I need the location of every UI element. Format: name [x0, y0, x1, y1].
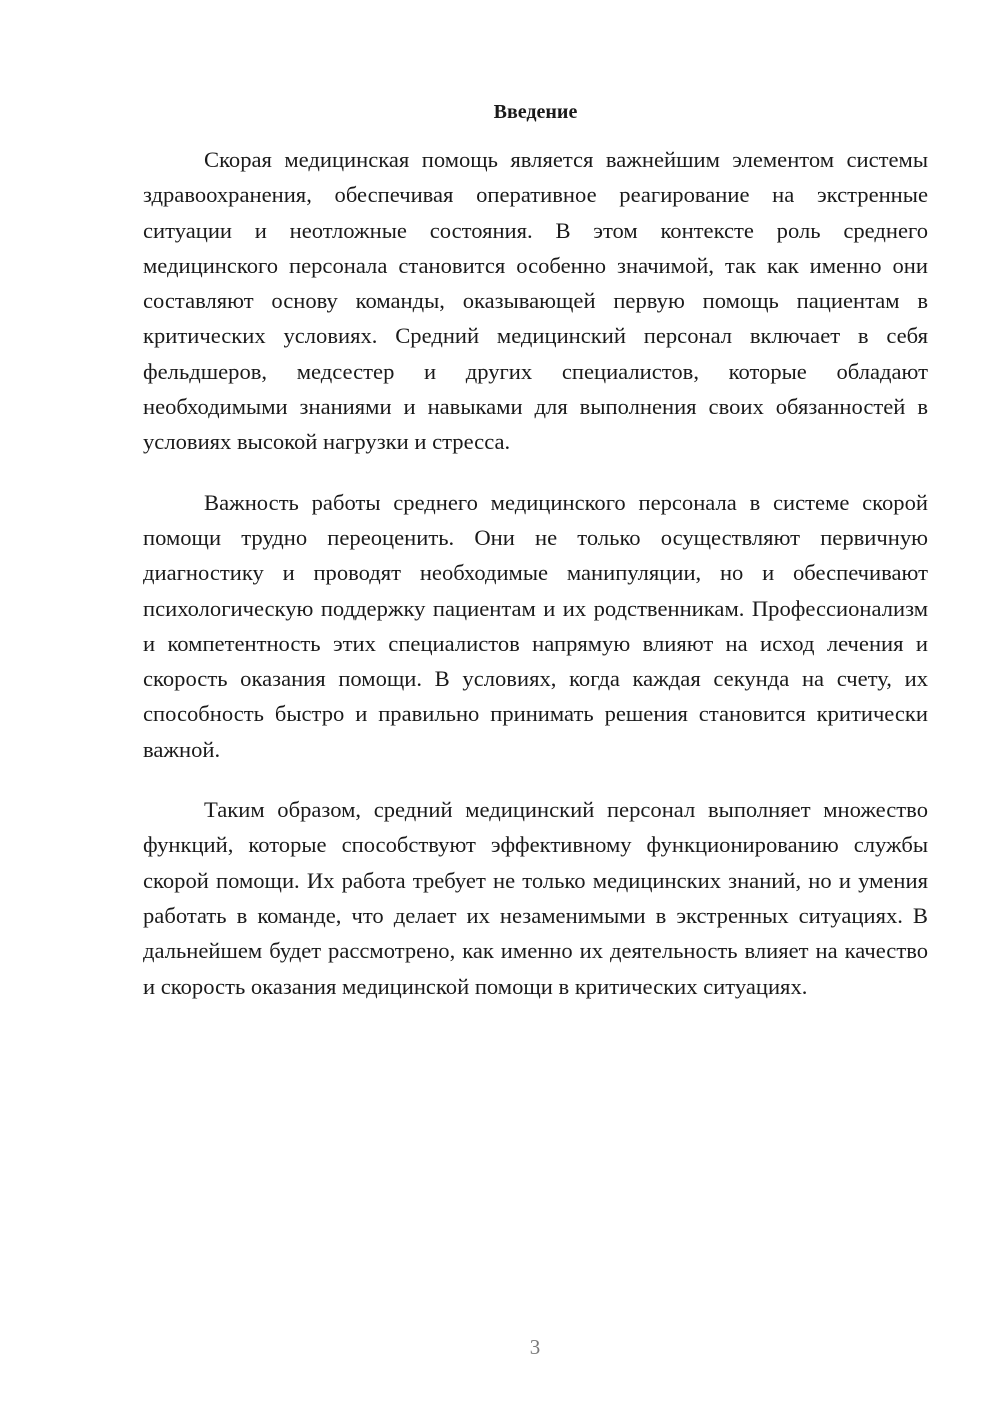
body-text [143, 142, 928, 1029]
paragraph-1: Скорая медицинская помощь является важнейшим элементом системы здравоохранения, обеспечивая оперативное реагирование на экстренные ситуации и неотложные состояния. В этом контексте роль среднего медицинского персонала становится особенно значимой, так как именно они составляют основу команды, оказывающей первую помощь пациентам в критических условиях. Средний медицинский персонал включает в себя фельдшеров, медсестер и других специалистов, которые обладают необходимыми знаниями и навыками для выполнения своих обязанностей в условиях высокой нагрузки и стресса. [143, 147, 928, 455]
paragraph-2: Важность работы среднего медицинского персонала в системе скорой помощи трудно переоценить. Они не только осуществляют первичную диагностику и проводят необходимые манипуляции, но и обеспечивают психологическую поддержку пациентам и их родственникам. Профессионализм и компетентность этих специалистов напрямую влияют на исход лечения и скорость оказания помощи. В условиях, когда каждая секунда на счету, их способность быстро и правильно принимать решения становится критически важной. [143, 489, 928, 762]
page-number: 3 [529, 1335, 541, 1359]
paragraph-3: Таким образом, средний медицинский персонал выполняет множество функций, которые способствуют эффективному функционированию службы скорой помощи. Их работа требует не только медицинских знаний, но и умения работать в команде, что делает их незаменимыми в экстренных ситуациях. В дальнейшем будет рассмотрено, как именно их деятельность влияет на качество и скорость оказания медицинской помощи в критических ситуациях. [143, 797, 928, 999]
section-title: Введение [493, 101, 578, 123]
